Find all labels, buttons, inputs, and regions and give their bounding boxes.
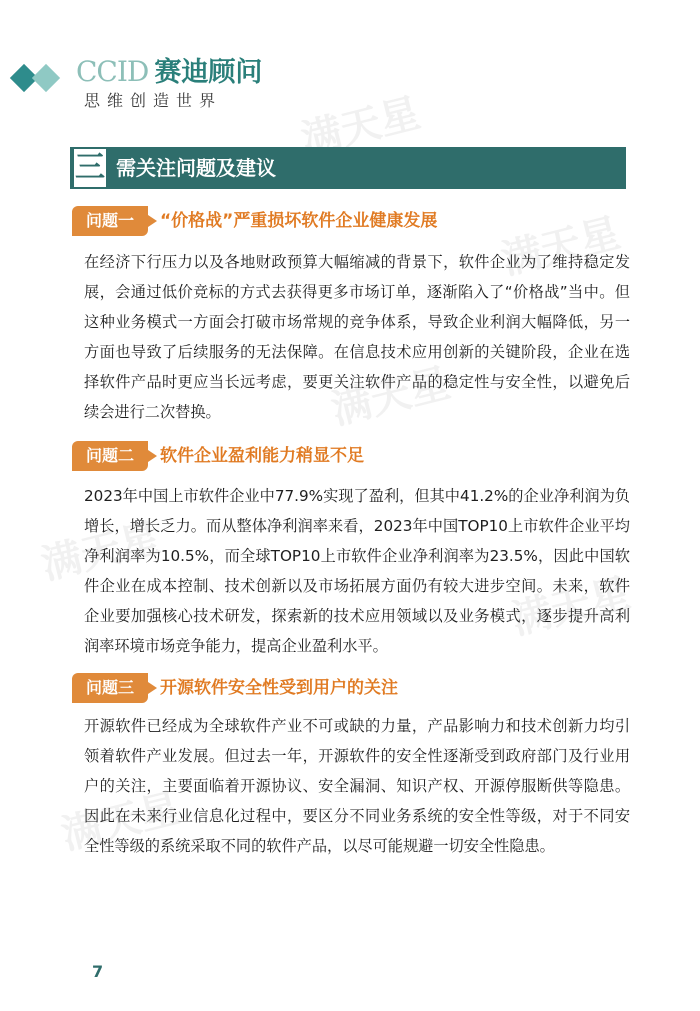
brand-cn: 赛迪顾问 (154, 57, 263, 88)
section-title: 需关注问题及建议 (116, 156, 276, 180)
slogan: 思维创造世界 (84, 91, 223, 110)
watermark: 满天星 (37, 515, 165, 589)
page-number: 7 (92, 962, 104, 981)
issue-body: 2023年中国上市软件企业中77.9%实现了盈利，但其中41.2%的企业净利润为负增长，增长乏力。而从整体净利润率来看，2023年中国TOP10上市软件企业平均净利润率为10.5%，而全球TOP10上市软件企业净利润率为23.5%，因此中国软件企业在成本控制、技术创新以及市场拓展方面仍有较大进步空间。未来，软件企业要加强核心技术研发，探索新的技术应用领域以及业务模式，逐步提升高利润率环境市场竞争能力，提高企业盈利水平。 (84, 487, 630, 655)
issue-title: 开源软件安全性受到用户的关注 (160, 678, 398, 698)
issue-title: “价格战”严重损坏软件企业健康发展 (160, 211, 438, 231)
watermark: 满天星 (497, 210, 625, 284)
brand (76, 50, 262, 89)
issue-title: 软件企业盈利能力稍显不足 (160, 446, 364, 466)
issue-body: 开源软件已经成为全球软件产业不可或缺的力量，产品影响力和技术创新力均引领着软件产业发展。但过去一年，开源软件的安全性逐渐受到政府部门及行业用户的关注，主要面临着开源协议、安全漏洞、知识产权、开源停服断供等隐患。因此在未来行业信息化过程中，要区分不同业务系统的安全性等级，对于不同安全性等级的系统采取不同的软件产品，以尽可能规避一切安全性隐患。 (84, 717, 630, 855)
issue-tag: 问题一 (72, 206, 148, 236)
brand-en: CCID (76, 55, 149, 88)
issue-tag: 问题二 (72, 441, 148, 471)
issue-body: 在经济下行压力以及各地财政预算大幅缩减的背景下，软件企业为了维持稳定发展，会通过低价竞标的方式去获得更多市场订单，逐渐陷入了“价格战”当中。但这种业务模式一方面会打破市场常规的竞争体系，导致企业利润大幅降低，另一方面也导致了后续服务的无法保障。在信息技术应用创新的关键阶段，企业在选择软件产品时更应当长远考虑，要更关注软件产品的稳定性与安全性，以避免后续会进行二次替换。 (84, 253, 630, 421)
watermark: 满天星 (327, 360, 455, 434)
watermark: 满天星 (297, 90, 425, 164)
watermark: 满天星 (507, 570, 635, 644)
watermark: 满天星 (57, 785, 185, 859)
logo-diamond-icon (32, 64, 60, 92)
section-number: 三 (75, 150, 105, 185)
issue-tag: 问题三 (72, 673, 148, 703)
